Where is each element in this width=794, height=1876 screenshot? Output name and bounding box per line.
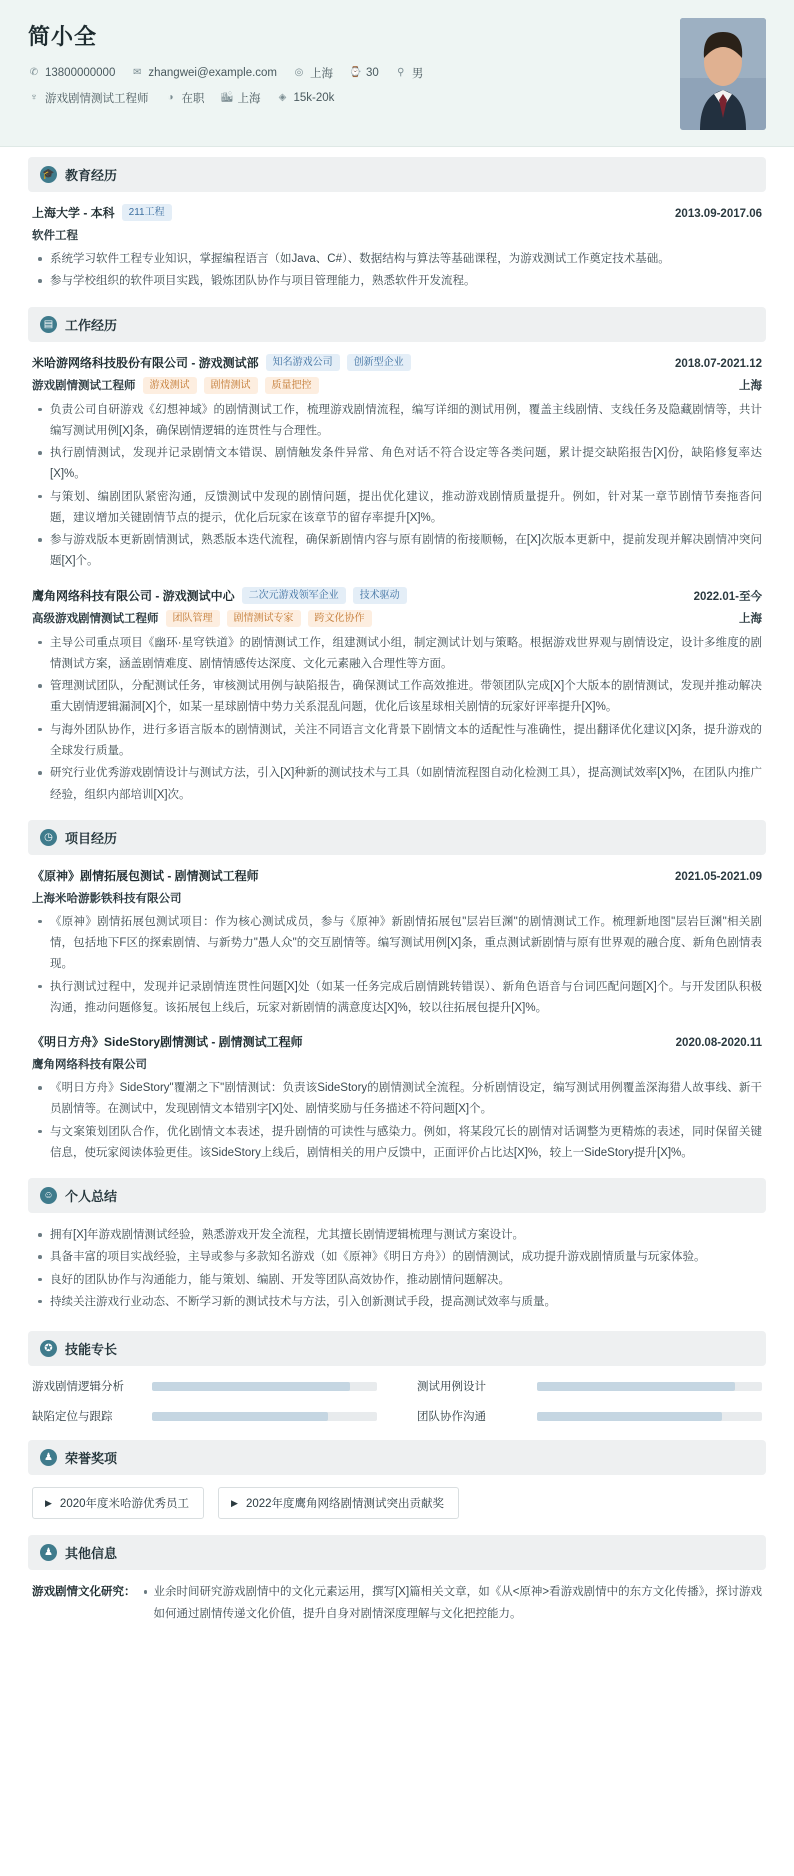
skill-label: 缺陷定位与跟踪 [32,1411,113,1424]
job-status [165,90,205,106]
skill-bar [537,1382,762,1391]
project-bullets [32,912,762,1019]
list-item: 拥有[X]年游戏剧情测试经验，熟悉游戏开发全流程，尤其擅长剧情逻辑梳理与测试方案设计。 [48,1225,766,1246]
work-company-tag: 知名游戏公司 [266,354,340,371]
skill-bar-fill [152,1412,328,1421]
work-role-name: 高级游戏剧情测试工程师 [32,613,159,626]
education-school [32,204,172,221]
work-entry [32,587,762,806]
contact-location-value: 上海 [310,68,334,80]
skill-label: 团队协作沟通 [417,1411,486,1424]
clock-icon: ◷ [40,829,57,846]
project-date: 2020.08-2020.11 [675,1037,762,1050]
contact-phone-value: 13800000000 [45,67,116,79]
job-title [28,90,149,106]
list-item: 执行剧情测试，发现并记录剧情文本错误、剧情触发条件异常、角色对话不符合设定等各类问题，累计提交缺陷报告[X]份，缺陷修复率达[X]%。 [48,443,762,486]
age-icon: ⌚ [349,67,362,78]
contact-age-value: 30 [366,67,379,79]
list-item: 执行测试过程中，发现并记录剧情连贯性问题[X]处（如某一任务完成后剧情跳转错误）、新角色语音与台词匹配问题[X]个。与开发团队积极沟通，推动问题修复。该拓展包上线后，玩家对新剧情的满意度达[X]%，较以往拓展包提升[X]%。 [48,977,762,1020]
section-skills [28,1331,766,1424]
section-education [28,157,766,293]
section-header-awards [28,1440,766,1475]
list-item: 持续关注游戏行业动态、不断学习新的测试技术与方法，引入创新测试手段，提高测试效率与质量。 [48,1292,766,1313]
gender-icon: ⚲ [397,67,405,78]
section-title-work: 工作经历 [65,317,118,333]
list-item: 《明日方舟》SideStory"覆潮之下"剧情测试：负责该SideStory的剧情测试全流程。分析剧情设定，编写测试用例覆盖深海猎人故事线、新干员剧情等。在测试中，发现剧情文本错别字[X]处、剧情奖励与任务描述不符问题[X]个。 [48,1078,762,1121]
header-info [28,18,680,115]
work-company [32,354,411,371]
section-project [28,820,766,1164]
section-other [28,1535,766,1625]
play-triangle-icon: ▶ [231,1497,238,1508]
job-title-value: 游戏剧情测试工程师 [45,93,149,105]
award-label: 2022年度鹰角网络剧情测试突出贡献奖 [245,1498,445,1511]
education-school-name: 上海大学 - 本科 [32,206,115,220]
skill-bar [537,1412,762,1421]
skill-item [32,1408,377,1424]
work-role-row [32,610,762,627]
contact-gender-value: 男 [411,68,424,80]
work-role [32,610,372,627]
skill-bar [152,1382,377,1391]
work-company-name: 米哈游网络科技股份有限公司 - 游戏测试部 [32,355,259,370]
project-entry [32,867,762,1019]
list-item: 与策划、编剧团队紧密沟通，反馈测试中发现的剧情问题，提出优化建议，推动游戏剧情质量提升。例如，针对某一章节剧情节奏拖沓问题，建议增加关键剧情节点的提示，优化后玩家在该章节的留存率提升[X]%。 [48,487,762,530]
section-work [28,307,766,806]
work-bullets [32,633,762,806]
contact-row [28,65,680,81]
section-header-education [28,157,766,192]
skill-item [32,1378,377,1394]
project-entry-top [32,1033,762,1050]
list-item: 负责公司自研游戏《幻想神域》的剧情测试工作，梳理游戏剧情流程，编写详细的测试用例，覆盖主线剧情、支线任务及隐藏剧情等，共计编写测试用例[X]条，确保剧情逻辑的连贯性与合理性。 [48,400,762,443]
other-info-label: 游戏剧情文化研究： [32,1586,136,1599]
contact-location [293,65,333,81]
work-company-tag: 二次元游戏领军企业 [242,587,346,604]
list-item: 与海外团队协作，进行多语言版本的剧情测试，关注不同语言文化背景下剧情文本的适配性与准确性，提出翻译优化建议[X]条，提升游戏的全球发行质量。 [48,720,762,763]
graduation-icon: 🎓 [40,166,57,183]
section-title-project: 项目经历 [65,830,118,846]
work-company-tag: 创新型企业 [347,354,411,371]
work-company [32,587,407,604]
summary-bullets [32,1225,766,1313]
work-date: 2022.01-至今 [693,590,762,603]
awards-list [32,1487,762,1519]
work-company-name: 鹰角网络科技有限公司 - 游戏测试中心 [32,588,235,603]
contact-gender [395,65,424,81]
work-location: 上海 [739,613,762,626]
section-header-skills [28,1331,766,1366]
skill-item [417,1408,762,1424]
job-salary-value: 15k-20k [293,92,335,104]
other-info-block [32,1582,762,1625]
project-company: 鹰角网络科技有限公司 [32,1059,147,1072]
list-item: 系统学习软件工程专业知识，掌握编程语言（如Java、C#）、数据结构与算法等基础课程，为游戏测试工作奠定技术基础。 [48,249,762,270]
list-item: 管理测试团队，分配测试任务，审核测试用例与缺陷报告，确保测试工作高效推进。带领团队完成[X]个大版本的剧情测试，发现并推动解决重大剧情逻辑漏洞[X]个，如某一星球剧情中势力关系混乱问题，优化后该星球相关剧情的玩家好评率提升[X]%。 [48,676,762,719]
job-row [28,90,680,106]
work-role-row [32,377,762,394]
work-date: 2018.07-2021.12 [675,357,762,370]
list-item: 研究行业优秀游戏剧情设计与测试方法，引入[X]种新的测试技术与工具（如剧情流程图自动化检测工具），提高测试效率[X]%，在团队内推广经验，组织内部培训[X]次。 [48,763,762,806]
candidate-name: 简小全 [28,24,98,49]
section-title-other: 其他信息 [65,1546,118,1562]
project-title: 《原神》剧情拓展包测试 - 剧情测试工程师 [32,868,259,883]
job-salary [277,92,335,104]
info-icon: ♟ [40,1544,57,1561]
skill-label: 游戏剧情逻辑分析 [32,1381,124,1394]
briefcase-icon: ♆ [30,92,38,103]
work-role-tag: 剧情测试专家 [227,610,301,627]
section-header-work [28,307,766,342]
avatar [680,18,766,130]
project-date: 2021.05-2021.09 [675,870,762,883]
skill-bar-fill [537,1412,722,1421]
contact-age [349,67,379,79]
work-entry-top [32,587,762,604]
contact-email [131,67,277,79]
job-city-value: 上海 [237,93,261,105]
section-title-skills: 技能专长 [65,1342,118,1358]
skill-bar-fill [152,1382,350,1391]
education-entry-top [32,204,762,221]
contact-email-value: zhangwei@example.com [148,67,278,79]
project-entry-top [32,867,762,884]
list-item: 与文案策划团队合作，优化剧情文本表述，提升剧情的可读性与感染力。例如，将某段冗长的剧情对话调整为更精炼的表述，同时保留关键信息，使玩家阅读体验更佳。该SideStory上线后，剧情相关的用户反馈中，正面评价占比达[X]%，较上一SideStory提升[X]%。 [48,1122,762,1165]
work-entry [32,354,762,573]
status-icon: ◑ [167,92,174,103]
list-item: 《原神》剧情拓展包测试项目：作为核心测试成员，参与《原神》新剧情拓展包"层岩巨渊"的剧情测试工作。梳理新地图"层岩巨渊"相关剧情，包括地下F区的探索剧情、与新势力"愚人众"的交互剧情等。编写测试用例[X]条，重点测试新剧情与原有世界观的融合度、新角色剧情表现。 [48,912,762,976]
resume-header [0,0,794,147]
list-item: 参与游戏版本更新剧情测试，熟悉版本迭代流程，确保新剧情内容与原有剧情的衔接顺畅，在[X]次版本更新中，提前发现并解决剧情冲突问题[X]个。 [48,530,762,573]
section-header-project [28,820,766,855]
work-role-tag: 质量把控 [265,377,319,394]
work-company-tag: 技术驱动 [353,587,407,604]
mail-icon: ✉ [133,67,142,78]
work-role-tag: 跨文化协作 [308,610,372,627]
skill-bar [152,1412,377,1421]
education-major: 软件工程 [32,230,78,242]
section-awards [28,1440,766,1519]
section-header-other [28,1535,766,1570]
work-role-tag: 团队管理 [166,610,220,627]
education-date: 2013.09-2017.06 [675,208,762,220]
work-entry-top [32,354,762,371]
project-title: 《明日方舟》SideStory剧情测试 - 剧情测试工程师 [32,1035,303,1050]
contact-phone [28,67,115,79]
play-triangle-icon: ▶ [45,1497,52,1508]
education-entry [32,204,762,293]
salary-icon: ◈ [278,92,287,103]
education-tag: 211工程 [122,204,172,221]
project-bullets [32,1078,762,1164]
avatar-illustration [680,18,766,130]
education-bullets [32,249,762,293]
section-summary [28,1178,766,1313]
list-item: 主导公司重点项目《幽环·星穹铁道》的剧情测试工作，组建测试小组，制定测试计划与策略。根据游戏世界观与剧情设定，设计多维度的剧情测试方案，涵盖剧情难度、剧情情感传达深度、文化元素融入合理性等方面。 [48,633,762,676]
star-icon: ✪ [40,1340,57,1357]
job-city [221,90,261,106]
list-item: 良好的团队协作与沟通能力，能与策划、编剧、开发等团队高效协作，推动剧情问题解决。 [48,1270,766,1291]
work-location: 上海 [739,380,762,393]
person-icon: ☺ [40,1187,57,1204]
work-role-tag: 游戏测试 [143,377,197,394]
skill-bar-fill [537,1382,735,1391]
project-company: 上海米哈游影铁科技有限公司 [32,892,182,905]
award-item [32,1487,204,1519]
phone-icon: ✆ [29,67,39,78]
work-role [32,377,319,394]
resume-body [0,147,794,1651]
job-status-value: 在职 [181,93,205,105]
city-icon: 🏙 [220,92,234,103]
work-bullets [32,400,762,573]
award-item [218,1487,459,1519]
award-label: 2020年度米哈游优秀员工 [59,1498,190,1511]
skill-label: 测试用例设计 [417,1381,486,1394]
award-icon: ♟ [40,1449,57,1466]
location-icon: ◎ [294,67,304,78]
section-title-education: 教育经历 [65,168,118,183]
project-entry [32,1033,762,1164]
list-item: 具备丰富的项目实战经验，主导或参与多款知名游戏（如《原神》《明日方舟》）的剧情测试，成功提升游戏剧情质量与玩家体验。 [48,1247,766,1268]
section-title-awards: 荣誉奖项 [65,1451,118,1467]
skill-item [417,1378,762,1394]
other-info-text: 业余时间研究游戏剧情中的文化元素运用，撰写[X]篇相关文章，如《从<原神>看游戏剧情中的东方文化传播》，探讨游戏如何通过剧情传递文化价值，提升自身对剧情深度理解与文化把控能力。 [142,1582,763,1625]
work-role-name: 游戏剧情测试工程师 [32,380,136,393]
list-item: 参与学校组织的软件项目实践，锻炼团队协作与项目管理能力，熟悉软件开发流程。 [48,271,762,292]
section-header-summary [28,1178,766,1213]
section-title-summary: 个人总结 [65,1189,118,1205]
briefcase-icon: ▤ [40,316,57,333]
skills-grid [32,1378,762,1424]
work-role-tag: 剧情测试 [204,377,258,394]
